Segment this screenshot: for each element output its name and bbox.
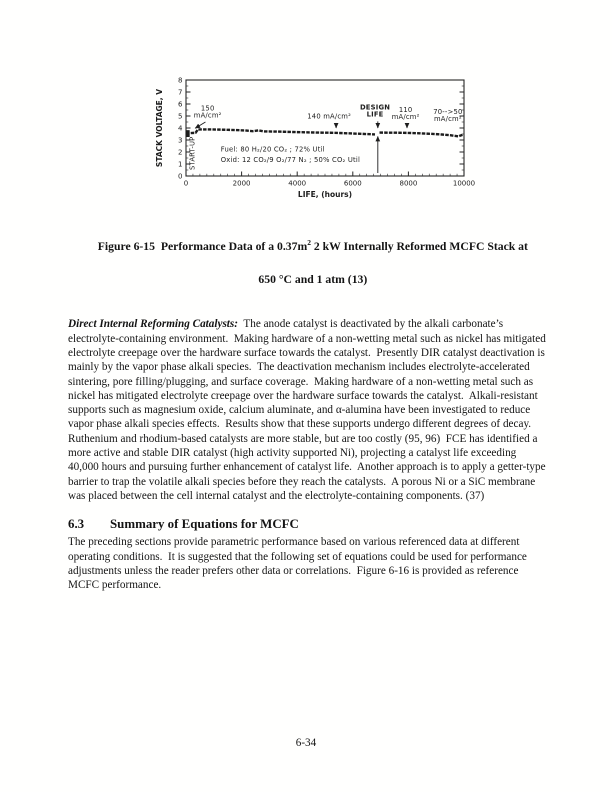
chart-annotation: LIFE [366,110,384,119]
paragraph-dir-text: The anode catalyst is deactivated by the alkali carbonate’s electrolyte-containing environment. Making hardware of a non-wetting metal such as nickel has mitigated electrolyte creepage over the hardware surface towards the catalyst. Presently DIR catalyst deactivation is mainly by the vapor phase alkali species. The deactivation mechanism includes electrolyte-accelerated sintering, pore filling/plugging, and surface coverage. Making hardware of a non-wetting metal such as nickel has mitigated electrolyte creepage over the hardware surface towards the catalyst. Alkali-resistant supports such as magnesium oxide, calcium aluminate, and α-alumina have been investigated to reduce vapor phase alkali species effects. Results show that these supports undergo different degrees of decay. Ruthenium and rhodium-based catalysts are more stable, but are too costly (95, 96) FCE has identified a more active and stable DIR catalyst (high activity supported Ni), projecting a catalyst life exceeding 40,000 hours and pursuing further enhancement of catalyst life. Another approach is to apply a getter-type barrier to trap the volatile alkali species before they reach the catalysts. A porous Ni or a SiC membrane was placed between the cell internal catalyst and the electrolyte-containing components. (37) [68,318,549,502]
y-tick-label: 4 [178,124,183,133]
caption-superscript: 2 [307,238,311,248]
figure-6-15-chart [152,72,493,207]
y-tick-label: 8 [178,76,183,85]
section-title: Summary of Equations for MCFC [110,517,299,532]
x-tick-label: 6000 [343,179,362,188]
page-number: 6-34 [295,737,317,749]
y-tick-label: 5 [178,112,183,121]
x-tick-label: 10000 [452,179,476,188]
x-tick-label: 4000 [288,179,307,188]
data-series [186,129,375,134]
chart-annotation: 150 [200,104,215,113]
paragraph-dir-catalysts [68,317,549,503]
y-tick-label: 7 [178,88,183,97]
chart-annotation: START-UP [188,136,197,170]
mcfc-life-chart-svg [152,72,493,202]
chart-annotation: mA/cm² [391,112,420,121]
caption-text-pre: Figure 6-15 Performance Data of a 0.37m [97,240,308,254]
paragraph-summary: The preceding sections provide parametric performance based on various referenced data at different operating conditions. It is suggested that the following set of equations could be used for performance adjustments unless the reader prefers other data or correlations. Figure 6-16 is provided as reference MCFC performance. [68,536,530,592]
section-number: 6.3 [68,517,85,532]
annotation-arrow [195,122,205,128]
x-axis-label: LIFE, (hours) [297,190,353,199]
figure-caption-line2: 650 °C and 1 atm (13) [258,273,368,287]
chart-annotation: 110 [398,105,413,114]
y-tick-label: 3 [178,136,183,145]
chart-annotation: DESIGN [359,103,391,112]
chart-annotation: mA/cm² [433,115,462,124]
x-tick-label: 0 [183,179,189,188]
y-tick-label: 6 [178,100,183,109]
chart-annotation: Oxid: 12 CO₂/9 O₂/77 N₂ ; 50% CO₂ Util [220,156,361,165]
caption-text-post: 2 kW Internally Reformed MCFC Stack at [310,240,528,254]
figure-caption-line1 [98,240,528,253]
chart-annotation: 140 mA/cm² [307,112,352,121]
y-tick-label: 2 [178,148,183,157]
x-tick-label: 2000 [232,179,251,188]
figure-caption [68,219,546,305]
section-heading [68,516,546,533]
paragraph-lead-in: Direct Internal Reforming Catalysts: [68,318,238,331]
chart-annotation: 70-->50 [433,108,463,117]
y-axis-label: STACK VOLTAGE, V [155,88,164,168]
chart-annotation: Fuel: 80 H₂/20 CO₂ ; 72% Util [220,145,325,154]
x-tick-label: 8000 [399,179,418,188]
y-tick-label: 1 [178,160,183,169]
data-series [380,133,463,137]
chart-annotation: mA/cm² [193,111,222,120]
y-tick-label: 0 [178,172,183,181]
